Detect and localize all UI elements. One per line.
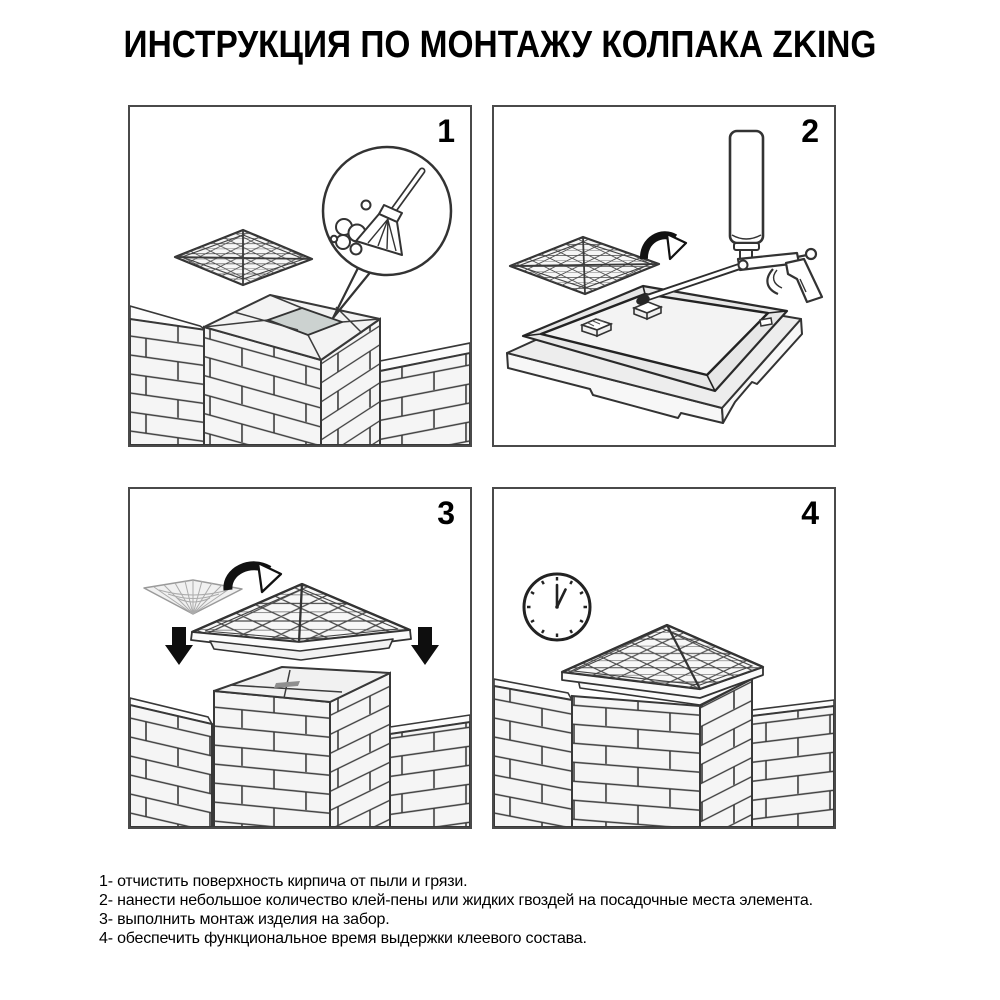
speech-bubble: [323, 147, 451, 318]
instruction-line-2: 2- нанести небольшое количество клей-пены или жидких гвоздей на посадочные места элемента.: [99, 892, 813, 909]
step-number: 3: [437, 495, 455, 531]
down-arrow-icon: [411, 627, 439, 665]
brick-wall-left: [130, 698, 212, 827]
down-arrow-icon: [165, 627, 193, 665]
foam-gun-icon: [635, 131, 822, 307]
chimney-cap: [175, 230, 312, 285]
instruction-list: [99, 872, 813, 948]
panel-step-2: [492, 105, 836, 447]
chimney-cap-small: [510, 237, 659, 294]
step-number: 4: [801, 495, 819, 531]
flip-arrow-icon: [644, 234, 686, 259]
instruction-line-3: 3- выполнить монтаж изделия на забор.: [99, 911, 390, 928]
corner-tab: [760, 318, 772, 326]
brick-wall-left: [494, 679, 572, 827]
brick-pillar: [572, 679, 752, 827]
brick-pillar: [214, 667, 390, 827]
brick-wall-right: [752, 700, 834, 827]
brick-wall-left: [130, 306, 206, 445]
illustration-apply-glue: [494, 107, 834, 445]
instruction-line-1: 1- отчистить поверхность кирпича от пыли и грязи.: [99, 873, 468, 890]
brick-wall-right: [390, 715, 470, 827]
foam-canister: [730, 131, 763, 243]
clock-icon: [524, 574, 590, 640]
illustration-install-cap: [130, 489, 470, 827]
panel-step-4: [492, 487, 836, 829]
step-number: 1: [437, 113, 455, 149]
illustration-wait-time: [494, 489, 834, 827]
panel-step-3: [128, 487, 472, 829]
panel-step-1: [128, 105, 472, 447]
page-title: ИНСТРУКЦИЯ ПО МОНТАЖУ КОЛПАКА ZKING: [123, 24, 877, 66]
instruction-line-4: 4- обеспечить функциональное время выдержки клеевого состава.: [99, 930, 587, 947]
illustration-clean-pillar: [130, 107, 470, 445]
inverted-cap-tray: [507, 286, 802, 423]
step-number: 2: [801, 113, 819, 149]
brick-pillar: [204, 295, 380, 445]
